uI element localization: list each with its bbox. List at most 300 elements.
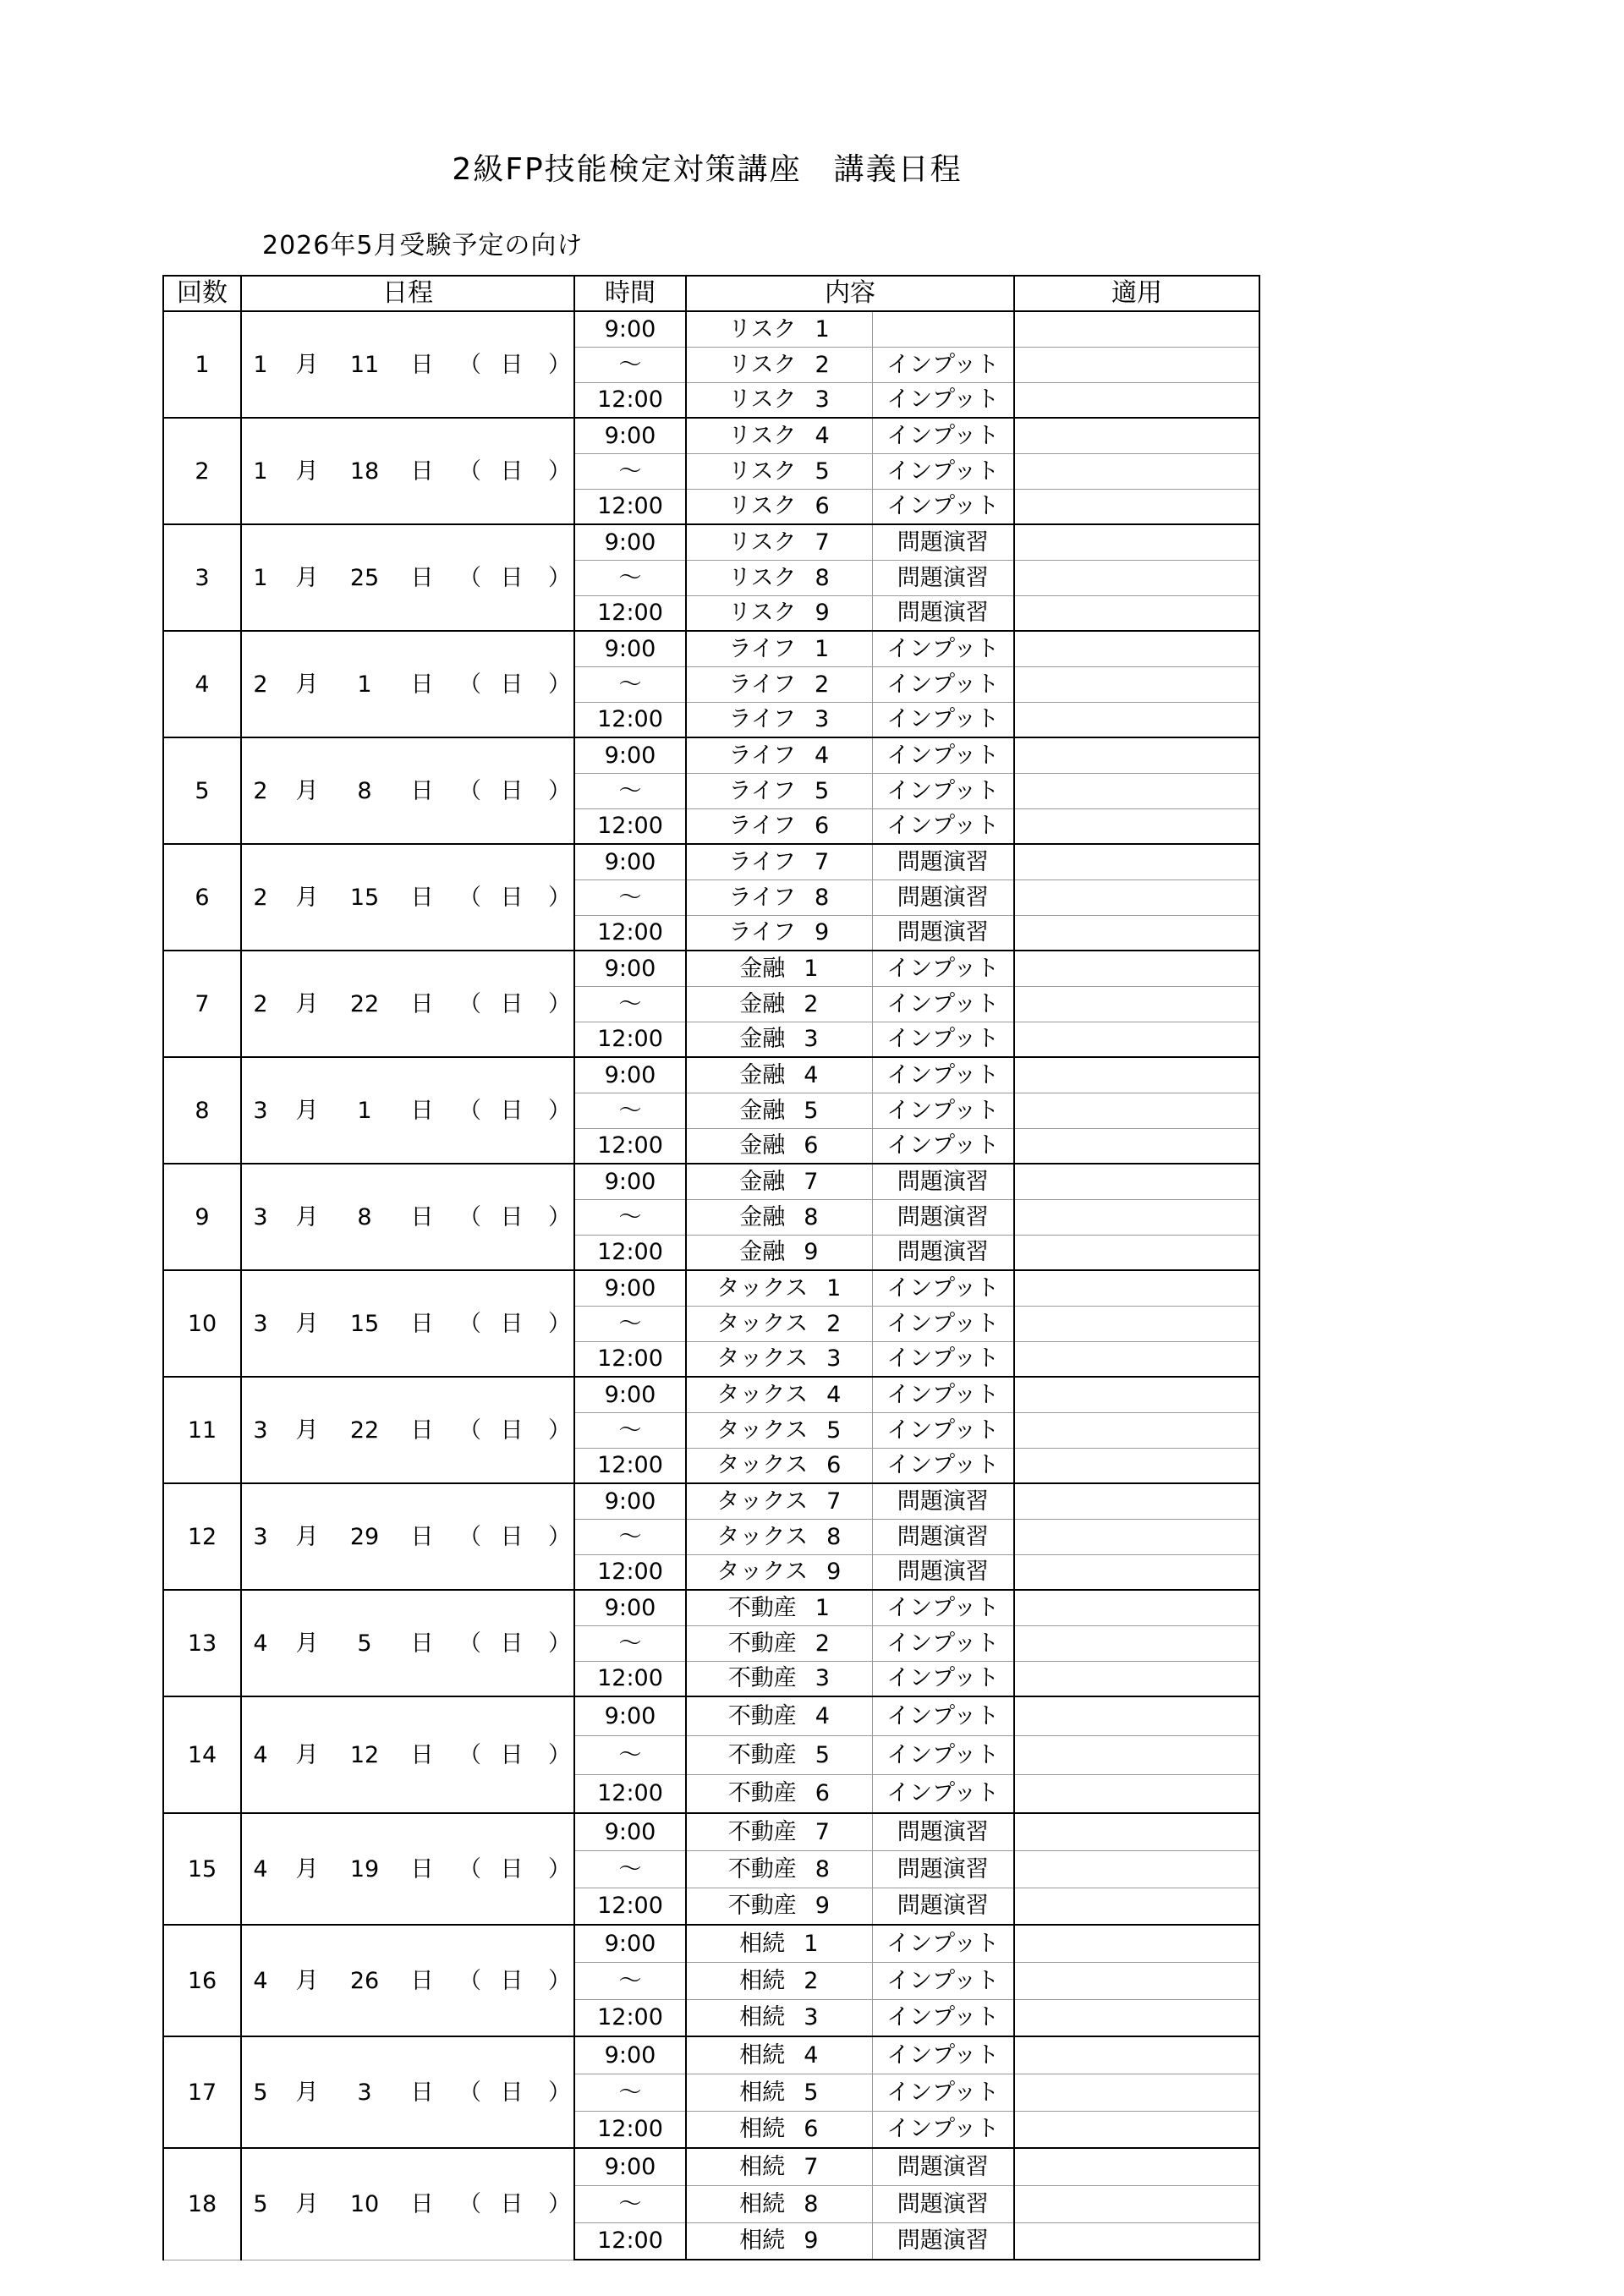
- lesson-subject: [686, 1735, 872, 1774]
- session-number: 16: [163, 1925, 241, 2036]
- lesson-subject-name: ライフ: [728, 884, 796, 911]
- lesson-subject-name: 相続: [739, 2041, 786, 2069]
- session-time: 12:00: [574, 1128, 686, 1164]
- lesson-note: [1014, 1888, 1259, 1925]
- lesson-subject-name: 金融: [739, 1026, 786, 1053]
- lesson-subject: [686, 1962, 872, 1999]
- lesson-subject: [686, 1999, 872, 2036]
- lesson-subject-number: 1: [815, 315, 830, 342]
- lesson-note: [1014, 737, 1259, 773]
- date-month: 2: [253, 884, 268, 911]
- session-time: 12:00: [574, 1888, 686, 1925]
- lesson-subject-name: ライフ: [728, 777, 796, 804]
- lesson-subject-number: 8: [804, 1203, 819, 1230]
- lesson-subject-number: 8: [815, 564, 830, 591]
- lesson-subject-number: 6: [826, 1452, 842, 1479]
- session-time: 12:00: [574, 1554, 686, 1590]
- session-number: 17: [163, 2036, 241, 2148]
- session-number: 5: [163, 737, 241, 844]
- date-month-label: 月: [295, 1417, 319, 1444]
- session-time: 9:00: [574, 2148, 686, 2185]
- lesson-subject: [686, 1925, 872, 1962]
- session-time: ～: [574, 1625, 686, 1661]
- session-date: [241, 1057, 574, 1164]
- lesson-note: [1014, 560, 1259, 595]
- table-row: [163, 1813, 1259, 1850]
- lesson-subject: [686, 2148, 872, 2185]
- date-day-label: 日: [410, 1417, 434, 1444]
- lesson-note: [1014, 1448, 1259, 1483]
- lesson-note: [1014, 347, 1259, 382]
- date-day-label: 日: [410, 1097, 434, 1124]
- date-paren-open: （: [458, 1630, 481, 1657]
- lesson-subject-number: 2: [804, 990, 819, 1017]
- session-time: ～: [574, 2185, 686, 2222]
- session-date: [241, 1590, 574, 1696]
- lesson-type: インプット: [872, 1625, 1014, 1661]
- session-time: 12:00: [574, 915, 686, 951]
- date-month-label: 月: [295, 777, 319, 804]
- date-weekday: 日: [500, 351, 524, 378]
- session-number: 9: [163, 1164, 241, 1270]
- session-time: 12:00: [574, 1999, 686, 2036]
- date-weekday: 日: [500, 884, 524, 911]
- header-row: [163, 276, 1259, 311]
- lesson-subject-number: 4: [804, 2041, 819, 2069]
- date-paren-close: ）: [548, 351, 571, 378]
- session-time: 12:00: [574, 1341, 686, 1377]
- lesson-subject-name: 相続: [739, 2228, 786, 2255]
- lesson-subject: [686, 1022, 872, 1057]
- lesson-subject-number: 7: [804, 2153, 819, 2180]
- session-date: [241, 844, 574, 951]
- lesson-note: [1014, 1270, 1259, 1306]
- header-content: 内容: [686, 276, 1014, 311]
- session-date: [241, 418, 574, 524]
- lesson-subject-name: 金融: [739, 1168, 786, 1195]
- lesson-subject-name: 相続: [739, 2190, 786, 2217]
- date-paren-close: ）: [548, 1097, 571, 1124]
- date-paren-open: （: [458, 351, 481, 378]
- lesson-type: 問題演習: [872, 1483, 1014, 1519]
- session-date: [241, 737, 574, 844]
- lesson-subject-name: ライフ: [728, 706, 796, 733]
- date-month: 4: [253, 1855, 268, 1882]
- lesson-subject: [686, 1057, 872, 1093]
- lesson-note: [1014, 1925, 1259, 1962]
- lesson-subject-number: 9: [804, 1239, 819, 1266]
- date-paren-open: （: [458, 777, 481, 804]
- lesson-subject-number: 3: [815, 386, 830, 414]
- date-day-label: 日: [410, 1523, 434, 1550]
- date-month: 4: [253, 1630, 268, 1657]
- session-time: 9:00: [574, 737, 686, 773]
- lesson-subject-name: ライフ: [728, 848, 796, 875]
- lesson-subject: [686, 1519, 872, 1554]
- session-time: ～: [574, 1306, 686, 1341]
- lesson-type: 問題演習: [872, 1850, 1014, 1888]
- lesson-subject-name: ライフ: [728, 635, 796, 662]
- session-date: [241, 951, 574, 1057]
- lesson-subject-name: 金融: [739, 955, 786, 982]
- table-row: [163, 2036, 1259, 2074]
- lesson-subject: [686, 1661, 872, 1696]
- lesson-subject-number: 7: [814, 848, 830, 875]
- lesson-subject: [686, 1306, 872, 1341]
- lesson-note: [1014, 2185, 1259, 2222]
- lesson-note: [1014, 1519, 1259, 1554]
- date-day-label: 日: [410, 351, 434, 378]
- lesson-type: インプット: [872, 737, 1014, 773]
- session-date: [241, 631, 574, 737]
- date-weekday: 日: [500, 1310, 524, 1337]
- lesson-subject-name: 相続: [739, 2153, 786, 2180]
- lesson-note: [1014, 915, 1259, 951]
- date-day: 1: [357, 1097, 372, 1124]
- lesson-subject: [686, 311, 872, 347]
- lesson-type: 問題演習: [872, 1235, 1014, 1270]
- lesson-note: [1014, 1774, 1259, 1813]
- date-weekday: 日: [500, 2079, 524, 2106]
- lesson-type: 問題演習: [872, 560, 1014, 595]
- session-time: 12:00: [574, 2111, 686, 2148]
- lesson-subject-name: 相続: [739, 2079, 786, 2106]
- session-date: [241, 1270, 574, 1377]
- lesson-note: [1014, 1057, 1259, 1093]
- lesson-subject-name: リスク: [728, 315, 797, 342]
- lesson-subject-name: ライフ: [728, 919, 796, 946]
- lesson-note: [1014, 1661, 1259, 1696]
- lesson-type: インプット: [872, 1128, 1014, 1164]
- session-date: [241, 1164, 574, 1270]
- session-time: 12:00: [574, 595, 686, 631]
- session-time: ～: [574, 560, 686, 595]
- date-month: 3: [253, 1097, 268, 1124]
- lesson-note: [1014, 1554, 1259, 1590]
- lesson-note: [1014, 1164, 1259, 1199]
- session-time: 12:00: [574, 1448, 686, 1483]
- lesson-subject-number: 1: [814, 635, 830, 662]
- lesson-subject-number: 7: [826, 1488, 842, 1515]
- date-paren-open: （: [458, 1203, 481, 1230]
- lesson-note: [1014, 1483, 1259, 1519]
- session-time: 9:00: [574, 418, 686, 453]
- lesson-note: [1014, 489, 1259, 524]
- lesson-type: 問題演習: [872, 1199, 1014, 1235]
- date-month-label: 月: [295, 458, 319, 485]
- date-paren-close: ）: [548, 1967, 571, 1994]
- lesson-note: [1014, 666, 1259, 702]
- lesson-note: [1014, 773, 1259, 808]
- lesson-subject: [686, 453, 872, 489]
- lesson-subject-name: 相続: [739, 2004, 786, 2031]
- date-paren-open: （: [458, 1741, 481, 1768]
- session-number: 14: [163, 1696, 241, 1813]
- date-month: 4: [253, 1967, 268, 1994]
- date-day: 25: [349, 564, 380, 591]
- lesson-subject-name: 不動産: [727, 1855, 797, 1882]
- lesson-subject-name: リスク: [728, 493, 797, 520]
- lesson-subject-number: 8: [804, 2190, 819, 2217]
- session-time: 12:00: [574, 489, 686, 524]
- lesson-subject-name: 不動産: [727, 1741, 797, 1768]
- lesson-subject-number: 2: [826, 1310, 842, 1337]
- session-time: 12:00: [574, 1774, 686, 1813]
- date-day: 1: [357, 671, 372, 698]
- date-day: 22: [349, 1417, 380, 1444]
- date-month-label: 月: [295, 1630, 319, 1657]
- lesson-note: [1014, 702, 1259, 737]
- date-month-label: 月: [295, 1741, 319, 1768]
- lesson-type: 問題演習: [872, 844, 1014, 879]
- lesson-note: [1014, 1093, 1259, 1128]
- session-time: 12:00: [574, 808, 686, 844]
- lesson-note: [1014, 453, 1259, 489]
- date-day-label: 日: [410, 884, 434, 911]
- date-paren-close: ）: [548, 990, 571, 1017]
- lesson-subject-number: 7: [804, 1168, 819, 1195]
- session-number: 13: [163, 1590, 241, 1696]
- lesson-subject: [686, 1813, 872, 1850]
- lesson-subject-name: ライフ: [728, 671, 796, 698]
- date-month-label: 月: [295, 884, 319, 911]
- date-paren-open: （: [458, 990, 481, 1017]
- date-paren-open: （: [458, 1855, 481, 1882]
- lesson-note: [1014, 1696, 1259, 1735]
- lesson-subject-name: タックス: [716, 1523, 809, 1550]
- session-time: 9:00: [574, 1590, 686, 1625]
- table-row: [163, 737, 1259, 773]
- lesson-subject-number: 3: [804, 1026, 819, 1053]
- session-number: 2: [163, 418, 241, 524]
- date-paren-open: （: [458, 1967, 481, 1994]
- lesson-type: 問題演習: [872, 524, 1014, 560]
- session-time: ～: [574, 666, 686, 702]
- lesson-note: [1014, 879, 1259, 915]
- lesson-subject-name: リスク: [728, 458, 797, 485]
- lesson-subject-name: タックス: [716, 1488, 809, 1515]
- lesson-subject: [686, 808, 872, 844]
- lesson-subject-number: 6: [815, 1780, 830, 1807]
- lesson-subject: [686, 666, 872, 702]
- session-time: ～: [574, 773, 686, 808]
- lesson-type: インプット: [872, 1661, 1014, 1696]
- lesson-subject-number: 3: [814, 706, 830, 733]
- session-time: ～: [574, 1093, 686, 1128]
- date-paren-open: （: [458, 671, 481, 698]
- lesson-subject: [686, 1448, 872, 1483]
- date-weekday: 日: [500, 564, 524, 591]
- lesson-subject-name: タックス: [716, 1381, 809, 1408]
- lesson-subject: [686, 1625, 872, 1661]
- lesson-type: インプット: [872, 1022, 1014, 1057]
- date-day: 29: [349, 1523, 380, 1550]
- lesson-type: インプット: [872, 1590, 1014, 1625]
- lesson-subject: [686, 1199, 872, 1235]
- lesson-subject-name: ライフ: [728, 742, 796, 769]
- table-row: [163, 631, 1259, 666]
- lesson-subject-number: 6: [814, 813, 830, 840]
- lesson-subject-name: リスク: [728, 529, 797, 556]
- table-row: [163, 524, 1259, 560]
- lesson-note: [1014, 1999, 1259, 2036]
- lesson-subject-number: 1: [815, 1594, 830, 1621]
- date-day-label: 日: [410, 458, 434, 485]
- lesson-subject-name: ライフ: [728, 813, 796, 840]
- lesson-subject-number: 4: [815, 1702, 830, 1729]
- lesson-type: インプット: [872, 1962, 1014, 1999]
- session-time: ～: [574, 1850, 686, 1888]
- lesson-type: インプット: [872, 1270, 1014, 1306]
- lesson-subject-number: 4: [815, 422, 830, 449]
- lesson-subject: [686, 915, 872, 951]
- lesson-subject-name: 金融: [739, 1061, 786, 1088]
- session-time: 9:00: [574, 1377, 686, 1412]
- lesson-subject-name: タックス: [716, 1345, 809, 1373]
- date-paren-close: ）: [548, 1630, 571, 1657]
- session-number: 15: [163, 1813, 241, 1925]
- date-weekday: 日: [500, 1523, 524, 1550]
- schedule-table: [162, 275, 1260, 2260]
- date-paren-close: ）: [548, 777, 571, 804]
- lesson-type: インプット: [872, 2036, 1014, 2074]
- session-time: 12:00: [574, 2222, 686, 2260]
- session-time: 9:00: [574, 311, 686, 347]
- date-paren-open: （: [458, 1417, 481, 1444]
- date-paren-close: ）: [548, 1523, 571, 1550]
- session-time: 9:00: [574, 1483, 686, 1519]
- date-day-label: 日: [410, 990, 434, 1017]
- lesson-subject-number: 2: [814, 671, 830, 698]
- lesson-subject-number: 9: [814, 919, 830, 946]
- date-weekday: 日: [500, 458, 524, 485]
- session-number: 12: [163, 1483, 241, 1590]
- date-paren-close: ）: [548, 1417, 571, 1444]
- lesson-subject-number: 5: [826, 1417, 842, 1444]
- lesson-subject: [686, 1412, 872, 1448]
- lesson-subject-number: 5: [804, 1097, 819, 1124]
- lesson-type: [872, 311, 1014, 347]
- lesson-note: [1014, 844, 1259, 879]
- date-day: 12: [349, 1741, 380, 1768]
- date-paren-close: ）: [548, 564, 571, 591]
- lesson-subject-name: リスク: [728, 351, 797, 378]
- date-day: 5: [357, 1630, 372, 1657]
- lesson-type: 問題演習: [872, 879, 1014, 915]
- session-time: ～: [574, 879, 686, 915]
- lesson-subject-name: タックス: [716, 1274, 809, 1301]
- date-day: 8: [357, 1203, 372, 1230]
- date-day-label: 日: [410, 1855, 434, 1882]
- session-number: 7: [163, 951, 241, 1057]
- lesson-subject-name: タックス: [716, 1559, 809, 1586]
- lesson-subject-name: 金融: [739, 1203, 786, 1230]
- lesson-subject-number: 3: [826, 1345, 842, 1373]
- lesson-subject: [686, 2074, 872, 2111]
- date-month-label: 月: [295, 1967, 319, 1994]
- lesson-note: [1014, 986, 1259, 1022]
- session-time: 9:00: [574, 951, 686, 986]
- lesson-type: 問題演習: [872, 1164, 1014, 1199]
- lesson-note: [1014, 524, 1259, 560]
- lesson-type: インプット: [872, 1377, 1014, 1412]
- date-day: 15: [349, 1310, 380, 1337]
- date-month: 2: [253, 671, 268, 698]
- date-month-label: 月: [295, 564, 319, 591]
- lesson-subject: [686, 737, 872, 773]
- lesson-note: [1014, 1199, 1259, 1235]
- date-paren-close: ）: [548, 2079, 571, 2106]
- lesson-subject: [686, 1774, 872, 1813]
- lesson-type: インプット: [872, 1774, 1014, 1813]
- session-number: 6: [163, 844, 241, 951]
- lesson-type: 問題演習: [872, 1554, 1014, 1590]
- lesson-subject-name: 不動産: [727, 1893, 797, 1920]
- session-number: 3: [163, 524, 241, 631]
- lesson-subject-number: 5: [804, 2079, 819, 2106]
- date-day: 3: [357, 2079, 372, 2106]
- lesson-type: インプット: [872, 1093, 1014, 1128]
- lesson-type: インプット: [872, 2111, 1014, 2148]
- lesson-subject-name: リスク: [728, 386, 797, 414]
- header-no: 回数: [163, 276, 241, 311]
- session-number: 18: [163, 2148, 241, 2260]
- lesson-note: [1014, 808, 1259, 844]
- lesson-subject: [686, 524, 872, 560]
- date-day-label: 日: [410, 2190, 434, 2217]
- lesson-note: [1014, 595, 1259, 631]
- lesson-note: [1014, 418, 1259, 453]
- lesson-subject: [686, 879, 872, 915]
- header-schedule: 日程: [241, 276, 574, 311]
- table-row: [163, 1590, 1259, 1625]
- date-paren-open: （: [458, 564, 481, 591]
- lesson-type: インプット: [872, 453, 1014, 489]
- lesson-type: インプット: [872, 1999, 1014, 2036]
- lesson-note: [1014, 1022, 1259, 1057]
- lesson-note: [1014, 1735, 1259, 1774]
- date-weekday: 日: [500, 777, 524, 804]
- session-date: [241, 1377, 574, 1483]
- date-paren-close: ）: [548, 458, 571, 485]
- lesson-subject-number: 2: [815, 1630, 830, 1657]
- session-time: 9:00: [574, 631, 686, 666]
- lesson-subject-number: 1: [804, 1930, 819, 1957]
- lesson-subject-name: タックス: [716, 1417, 809, 1444]
- page-title: 2級FP技能検定対策講座 講義日程: [452, 152, 963, 187]
- table-row: [163, 1925, 1259, 1962]
- session-date: [241, 1813, 574, 1925]
- date-month-label: 月: [295, 1097, 319, 1124]
- table-row: [163, 844, 1259, 879]
- session-time: ～: [574, 1962, 686, 1999]
- lesson-subject: [686, 1093, 872, 1128]
- date-weekday: 日: [500, 1203, 524, 1230]
- date-weekday: 日: [500, 1417, 524, 1444]
- lesson-subject-number: 1: [826, 1274, 842, 1301]
- lesson-subject-number: 7: [815, 1818, 830, 1845]
- lesson-subject-name: 金融: [739, 1239, 786, 1266]
- session-number: 1: [163, 311, 241, 418]
- lesson-note: [1014, 311, 1259, 347]
- lesson-subject-number: 5: [815, 458, 830, 485]
- lesson-subject-name: 不動産: [727, 1818, 797, 1845]
- date-paren-close: ）: [548, 1203, 571, 1230]
- lesson-note: [1014, 1590, 1259, 1625]
- session-date: [241, 2148, 574, 2260]
- lesson-note: [1014, 2222, 1259, 2260]
- lesson-subject: [686, 1164, 872, 1199]
